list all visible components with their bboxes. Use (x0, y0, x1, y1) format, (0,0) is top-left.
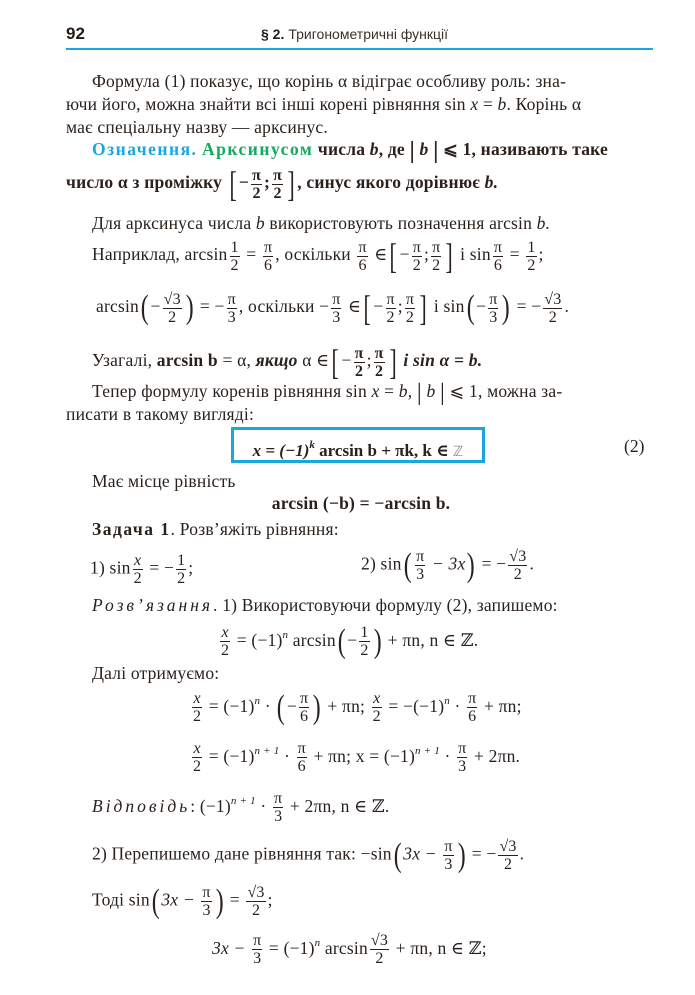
intro-line-2: ючи його, можна знайти всі інші корені рівняння sin x = b. Корінь α (66, 94, 582, 114)
definition-line-2: число α з проміжку [ − $\frac{\pi}{2}$ ; $\frac{\pi}{2}$ ] , синус якого дорівнює b. (66, 164, 499, 204)
solution-next: Далі отримуємо: (92, 663, 220, 683)
part2-final: 3x − $\frac{\pi}{3}$ = $(-1)^n$ arcsin $\frac{√3}{2}$ + πn, n ∈ ℤ; (212, 932, 487, 968)
identity-formula: arcsin (−b) = −arcsin b. (271, 493, 451, 513)
header-rule (66, 48, 653, 50)
general-statement: Узагалі, arcsin b = α, якщо α ∈[ − $\frac{\pi}{2}$ ; $\frac{\pi}{2}$ ] і sin α = b. (92, 342, 483, 382)
definition-term: Арксинусом (202, 139, 314, 159)
task-heading: Задача 1. Розв’яжіть рівняння: (92, 519, 339, 539)
identity-intro: Має місце рівність (92, 471, 236, 491)
solution-step-3: $\frac{x}{2}$ = $(-1)^{n + 1}$ · $\frac{\pi}{6}$ + πn; $x = (-1)^{n + 1}$ · $\frac{\pi}{3}$ + 2πn. (193, 740, 521, 776)
intro-line-1: Формула (1) показує, що корінь α відіграє особливу роль: зна- (92, 71, 567, 91)
example-line-2: arcsin(− $\frac{√3}{2}$ ) = − $\frac{\pi}{3}$ , оскільки − $\frac{\pi}{3}$ ∈[ − $\frac{\pi}{2}$ ; $\frac{\pi}{2}$ ] і sin(− $\frac{\pi}{3}$ ) = − $\frac{√3}{2}$ . (96, 288, 570, 328)
running-title: § 2. Тригонометричні функції (261, 26, 449, 42)
part2-then: Тоді sin(3x − $\frac{\pi}{3}$ ) = $\frac{√3}{2}$ ; (92, 882, 273, 920)
boxed-formula: $x = (-1)^k$ arcsin b + πk, k ∈ ℤ (231, 427, 485, 463)
notation-line: Для арксинуса числа b використовують позначення arcsin b. (92, 213, 551, 233)
definition-label: Означення. (92, 139, 198, 159)
solution-heading: Розв’язання. 1) Використовуючи формулу (2), запишемо: (92, 595, 558, 615)
example-line-1: Наприклад, arcsin $\frac{1}{2}$ = $\frac{\pi}{6}$ , оскільки $\frac{\pi}{6}$ ∈[ − $\frac{\pi}{2}$ ; $\frac{\pi}{2}$ ] і sin $\frac{\pi}{6}$ = $\frac{1}{2}$ ; (92, 236, 544, 276)
formula-intro-line-2: писати в такому вигляді: (66, 404, 255, 424)
answer-line: Відповідь: $(-1)^{n + 1}$ · $\frac{\pi}{3}$ + 2πn, n ∈ ℤ. (92, 790, 390, 826)
formula-intro-line-1: Тепер формулу коренів рівняння sin x = b, | b | ⩽ 1, можна за- (92, 379, 563, 406)
task-equation-1: 1) sin $\frac{x}{2}$ = − $\frac{1}{2}$ ; (90, 552, 194, 587)
equation-number: (2) (624, 436, 645, 456)
page-header (66, 20, 651, 48)
solution-step-1: $\frac{x}{2}$ = $(-1)^n$ arcsin(− $\frac{1}{2}$ ) + πn, n ∈ ℤ. (221, 622, 479, 660)
intro-line-3: має спеціальну назву — арксинус. (66, 117, 328, 137)
definition-line-1: Означення. Арксинусом числа b, де | b | ⩽ 1, називають таке (92, 137, 608, 164)
solution-step-2: $\frac{x}{2}$ = $(-1)^n$ · (− $\frac{\pi}{6}$ ) + πn; $\frac{x}{2}$ = $-(-1)^n$ · $\frac{\pi}{6}$ + πn; (193, 688, 522, 726)
task-equation-2: 2) sin( $\frac{\pi}{3}$ − 3x) = − $\frac{√3}{2}$ . (361, 546, 535, 584)
part2-rewrite: 2) Перепишемо дане рівняння так: −sin(3x − $\frac{\pi}{3}$ ) = − $\frac{√3}{2}$ . (92, 836, 525, 874)
page-number: 92 (66, 24, 85, 43)
